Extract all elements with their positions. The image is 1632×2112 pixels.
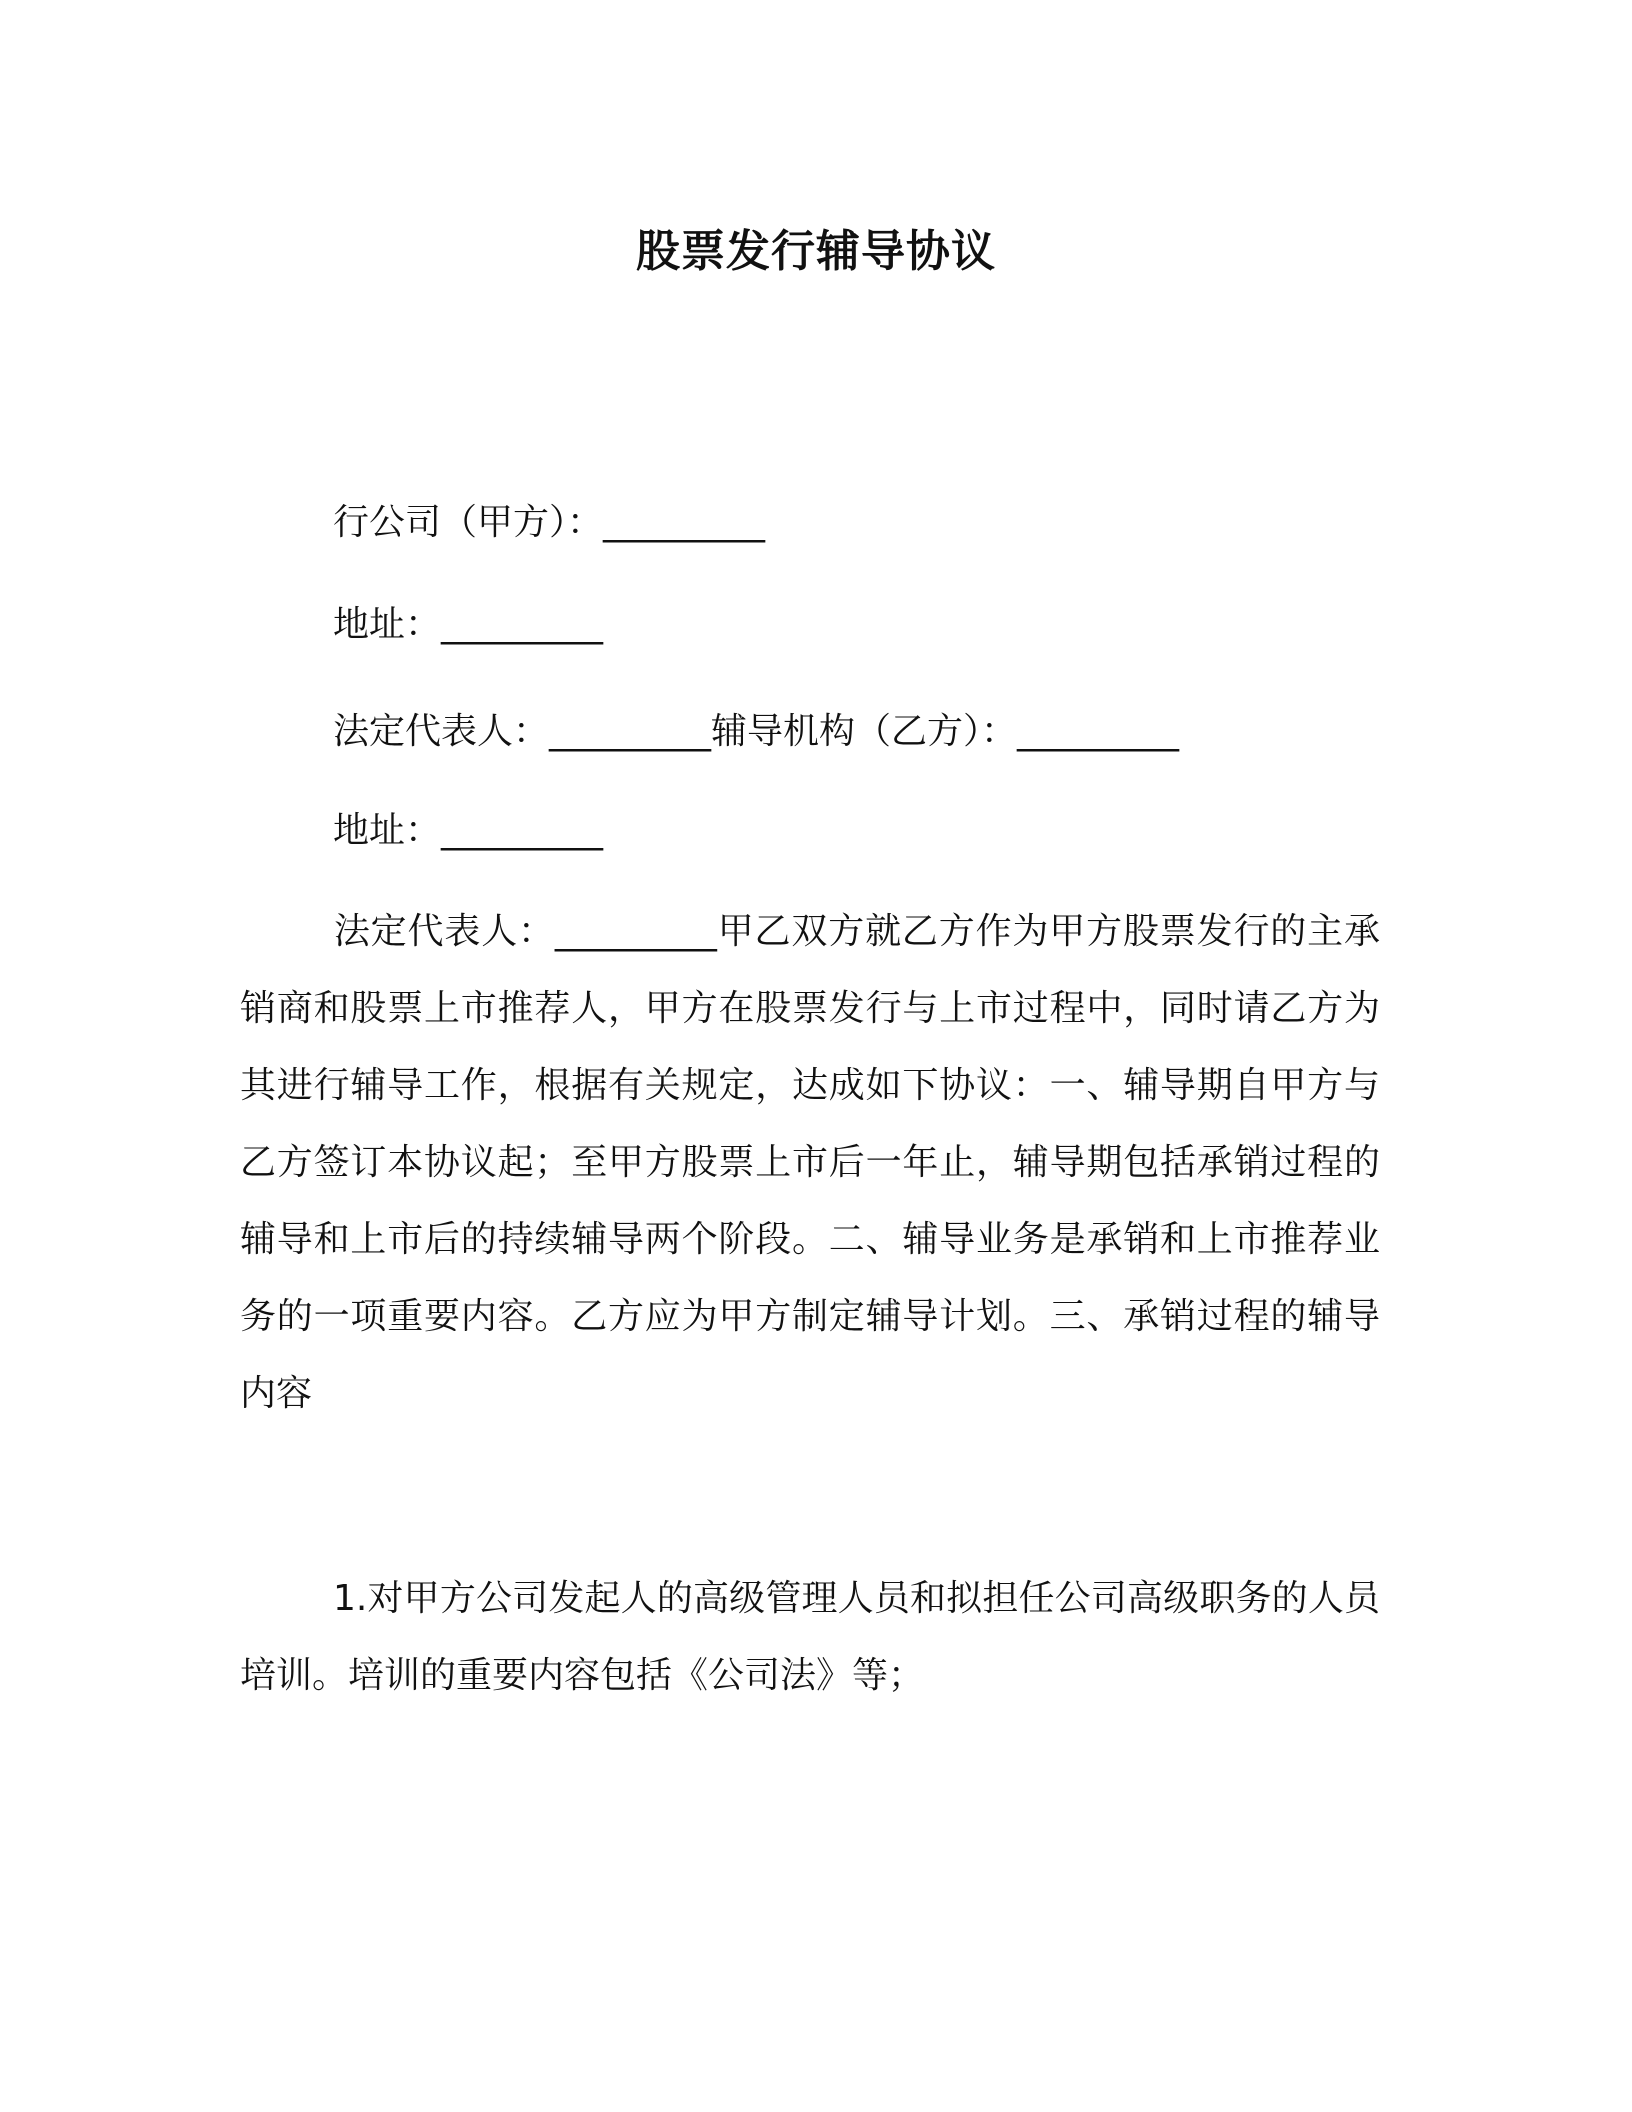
party-a-company-line: 行公司（甲方）：_________	[333, 502, 766, 543]
party-b-address-line: 地址：_________	[333, 810, 604, 851]
party-a-rep-and-party-b-line: 法定代表人：_________辅导机构（乙方）：_________	[333, 711, 1180, 752]
main-paragraph-text: 法定代表人：_________甲乙双方就乙方作为甲方股票发行的主承销商和股票上市推荐人，甲方在股票发行与上市过程中，同时请乙方为其进行辅导工作，根据有关规定，达成如下协议：一、辅导期自甲方与乙方签订本协议起；至甲方股票上市后一年止，辅导期包括承销过程的辅导和上市后的持续辅导两个阶段。二、辅导业务是承销和上市推荐业务的一项重要内容。乙方应为甲方制定辅导计划。三、承销过程的辅导内容	[240, 911, 1380, 1414]
party-a-address-line: 地址：_________	[333, 604, 604, 645]
item-1-paragraph-text: 1.对甲方公司发起人的高级管理人员和拟担任公司高级职务的人员培训。培训的重要内容包括《公司法》等；	[240, 1578, 1380, 1696]
document-title: 股票发行辅导协议	[636, 226, 996, 277]
item-1-paragraph	[240, 1560, 1380, 1714]
main-paragraph	[240, 893, 1380, 1432]
